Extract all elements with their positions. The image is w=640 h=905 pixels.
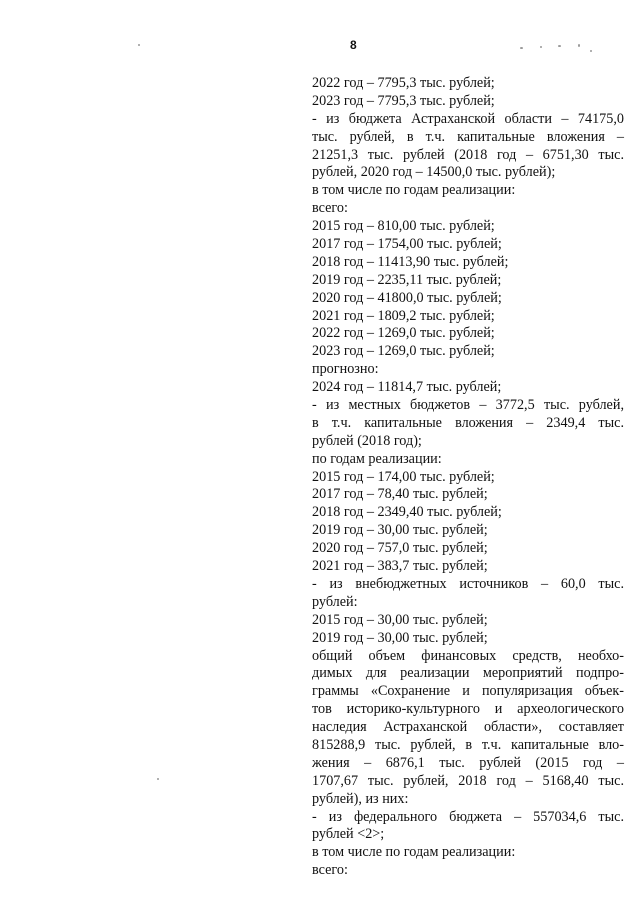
text-line: жения – 6876,1 тыс. рублей (2015 год – (312, 754, 624, 771)
scan-speck (540, 46, 542, 48)
text-line: 2023 год – 1269,0 тыс. рублей; (312, 343, 495, 360)
text-line: всего: (312, 200, 348, 217)
text-line: в т.ч. капитальные вложения – 2349,4 тыс. (312, 414, 624, 431)
text-line: 1707,67 тыс. рублей, 2018 год – 5168,40 тыс. (312, 772, 624, 789)
text-line: в том числе по годам реализации: (312, 844, 516, 861)
text-line: 2024 год – 11814,7 тыс. рублей; (312, 379, 502, 396)
text-line: - из федерального бюджета – 557034,6 тыс. (312, 808, 624, 825)
text-line: 2017 год – 78,40 тыс. рублей; (312, 486, 488, 503)
text-line: рублей <2>; (312, 826, 385, 843)
scan-speck (558, 45, 561, 47)
text-line: рублей), из них: (312, 790, 409, 807)
text-line: 2020 год – 41800,0 тыс. рублей; (312, 289, 502, 306)
scan-speck (138, 44, 140, 46)
text-line: 2019 год – 30,00 тыс. рублей; (312, 522, 488, 539)
text-line: - из внебюджетных источников – 60,0 тыс. (312, 575, 624, 592)
body-text (312, 75, 624, 880)
text-line: 2017 год – 1754,00 тыс. рублей; (312, 236, 502, 253)
text-line: тов историко-культурного и археологического (312, 701, 624, 718)
text-line: 2022 год – 1269,0 тыс. рублей; (312, 325, 495, 342)
text-line: граммы «Сохранение и популяризация объек- (312, 683, 624, 700)
text-line: 2021 год – 1809,2 тыс. рублей; (312, 307, 495, 324)
text-line: общий объем финансовых средств, необхо- (312, 647, 624, 664)
text-line: 2022 год – 7795,3 тыс. рублей; (312, 75, 495, 91)
text-line: 815288,9 тыс. рублей, в т.ч. капитальные вло- (312, 736, 624, 753)
page-number: 8 (350, 38, 357, 52)
text-line: рублей, 2020 год – 14500,0 тыс. рублей); (312, 164, 556, 181)
scan-speck (157, 778, 159, 780)
text-line: 2021 год – 383,7 тыс. рублей; (312, 558, 488, 575)
text-line: наследия Астраханской области», составляет (312, 719, 624, 736)
text-line: 2015 год – 174,00 тыс. рублей; (312, 468, 495, 485)
text-line: - из местных бюджетов – 3772,5 тыс. рублей, (312, 397, 624, 414)
text-line: 2019 год – 30,00 тыс. рублей; (312, 629, 488, 646)
text-line: по годам реализации: (312, 450, 442, 467)
text-line: рублей: (312, 593, 358, 610)
text-line: 2020 год – 757,0 тыс. рублей; (312, 540, 488, 557)
scan-speck (578, 44, 580, 47)
text-line: тыс. рублей, в т.ч. капитальные вложения – (312, 128, 624, 145)
text-line: 21251,3 тыс. рублей (2018 год – 6751,30 тыс. (312, 146, 624, 163)
text-line: прогнозно: (312, 361, 379, 378)
text-line: 2015 год – 810,00 тыс. рублей; (312, 218, 495, 235)
text-line: 2018 год – 11413,90 тыс. рублей; (312, 253, 509, 270)
text-line: рублей (2018 год); (312, 432, 422, 449)
text-line: 2019 год – 2235,11 тыс. рублей; (312, 271, 502, 288)
text-line: - из бюджета Астраханской области – 74175,0 (312, 110, 624, 127)
scan-speck (590, 50, 592, 52)
scan-speck (520, 47, 523, 49)
text-line: всего: (312, 862, 348, 879)
text-line: димых для реализации мероприятий подпро- (312, 665, 624, 682)
text-line: 2023 год – 7795,3 тыс. рублей; (312, 92, 495, 109)
text-line: 2018 год – 2349,40 тыс. рублей; (312, 504, 502, 521)
text-line: в том числе по годам реализации: (312, 182, 516, 199)
text-line: 2015 год – 30,00 тыс. рублей; (312, 611, 488, 628)
